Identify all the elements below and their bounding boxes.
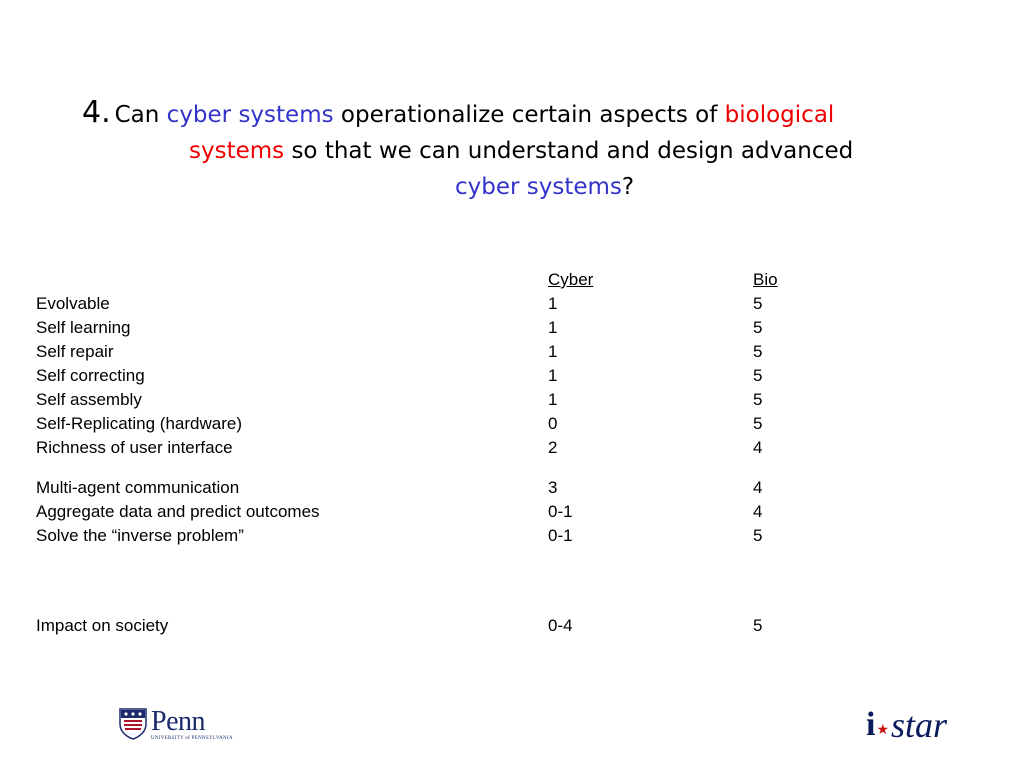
cyber-score: 1	[548, 366, 558, 385]
row-label: Multi-agent communication	[36, 478, 240, 497]
penn-logo	[119, 706, 233, 742]
cyber-score: 1	[548, 318, 558, 337]
bio-score: 4	[753, 478, 763, 497]
cyber-score: 1	[548, 342, 558, 361]
bio-score: 5	[753, 342, 763, 361]
cyber-score: 3	[548, 478, 558, 497]
row-label: Impact on society	[36, 616, 169, 635]
bio-score: 5	[753, 390, 763, 409]
title-highlight-bio: biological	[724, 102, 835, 128]
bio-score: 5	[753, 318, 763, 337]
title-number: 4.	[82, 95, 111, 130]
bio-score: 5	[753, 294, 763, 313]
bio-score: 4	[753, 438, 763, 457]
row-label: Self learning	[36, 318, 131, 337]
bio-score: 4	[753, 502, 763, 521]
cyber-score: 0	[548, 414, 558, 433]
title-text: Can	[114, 102, 167, 128]
row-label: Evolvable	[36, 294, 110, 313]
cyber-score: 0-1	[548, 526, 573, 545]
title-highlight-cyber: cyber systems	[166, 102, 334, 128]
header-cyber: Cyber	[548, 270, 594, 289]
title-text: so that we can understand and design advanced	[284, 138, 854, 164]
bio-score: 5	[753, 366, 763, 385]
bio-score: 5	[753, 616, 763, 635]
star-icon: ★	[876, 720, 890, 737]
penn-subtitle: UNIVERSITY of PENNSYLVANIA	[151, 735, 233, 741]
title-line-3	[82, 169, 982, 205]
cyber-score: 1	[548, 294, 558, 313]
row-label: Self assembly	[36, 390, 142, 409]
row-label: Richness of user interface	[36, 438, 233, 457]
cyber-score: 2	[548, 438, 558, 457]
row-label: Aggregate data and predict outcomes	[36, 502, 320, 521]
title-text: operationalize certain aspects of	[333, 102, 725, 128]
title-highlight-cyber: cyber systems	[455, 174, 622, 200]
slide-title	[82, 95, 982, 205]
row-label: Self correcting	[36, 366, 145, 385]
row-label: Solve the “inverse problem”	[36, 526, 244, 545]
istar-i: i	[866, 706, 876, 743]
header-bio: Bio	[753, 270, 778, 289]
cyber-score: 0-1	[548, 502, 573, 521]
title-text: ?	[621, 174, 635, 200]
cyber-score: 1	[548, 390, 558, 409]
penn-shield-icon	[119, 708, 147, 740]
title-line-1	[82, 95, 982, 133]
cyber-score: 0-4	[548, 616, 573, 635]
istar-wordmark: star	[891, 705, 948, 745]
title-line-2	[82, 133, 982, 169]
istar-logo	[866, 705, 947, 745]
bio-score: 5	[753, 526, 763, 545]
row-label: Self-Replicating (hardware)	[36, 414, 242, 433]
penn-wordmark: Penn	[151, 705, 205, 737]
bio-score: 5	[753, 414, 763, 433]
row-label: Self repair	[36, 342, 114, 361]
title-highlight-bio: systems	[189, 138, 285, 164]
